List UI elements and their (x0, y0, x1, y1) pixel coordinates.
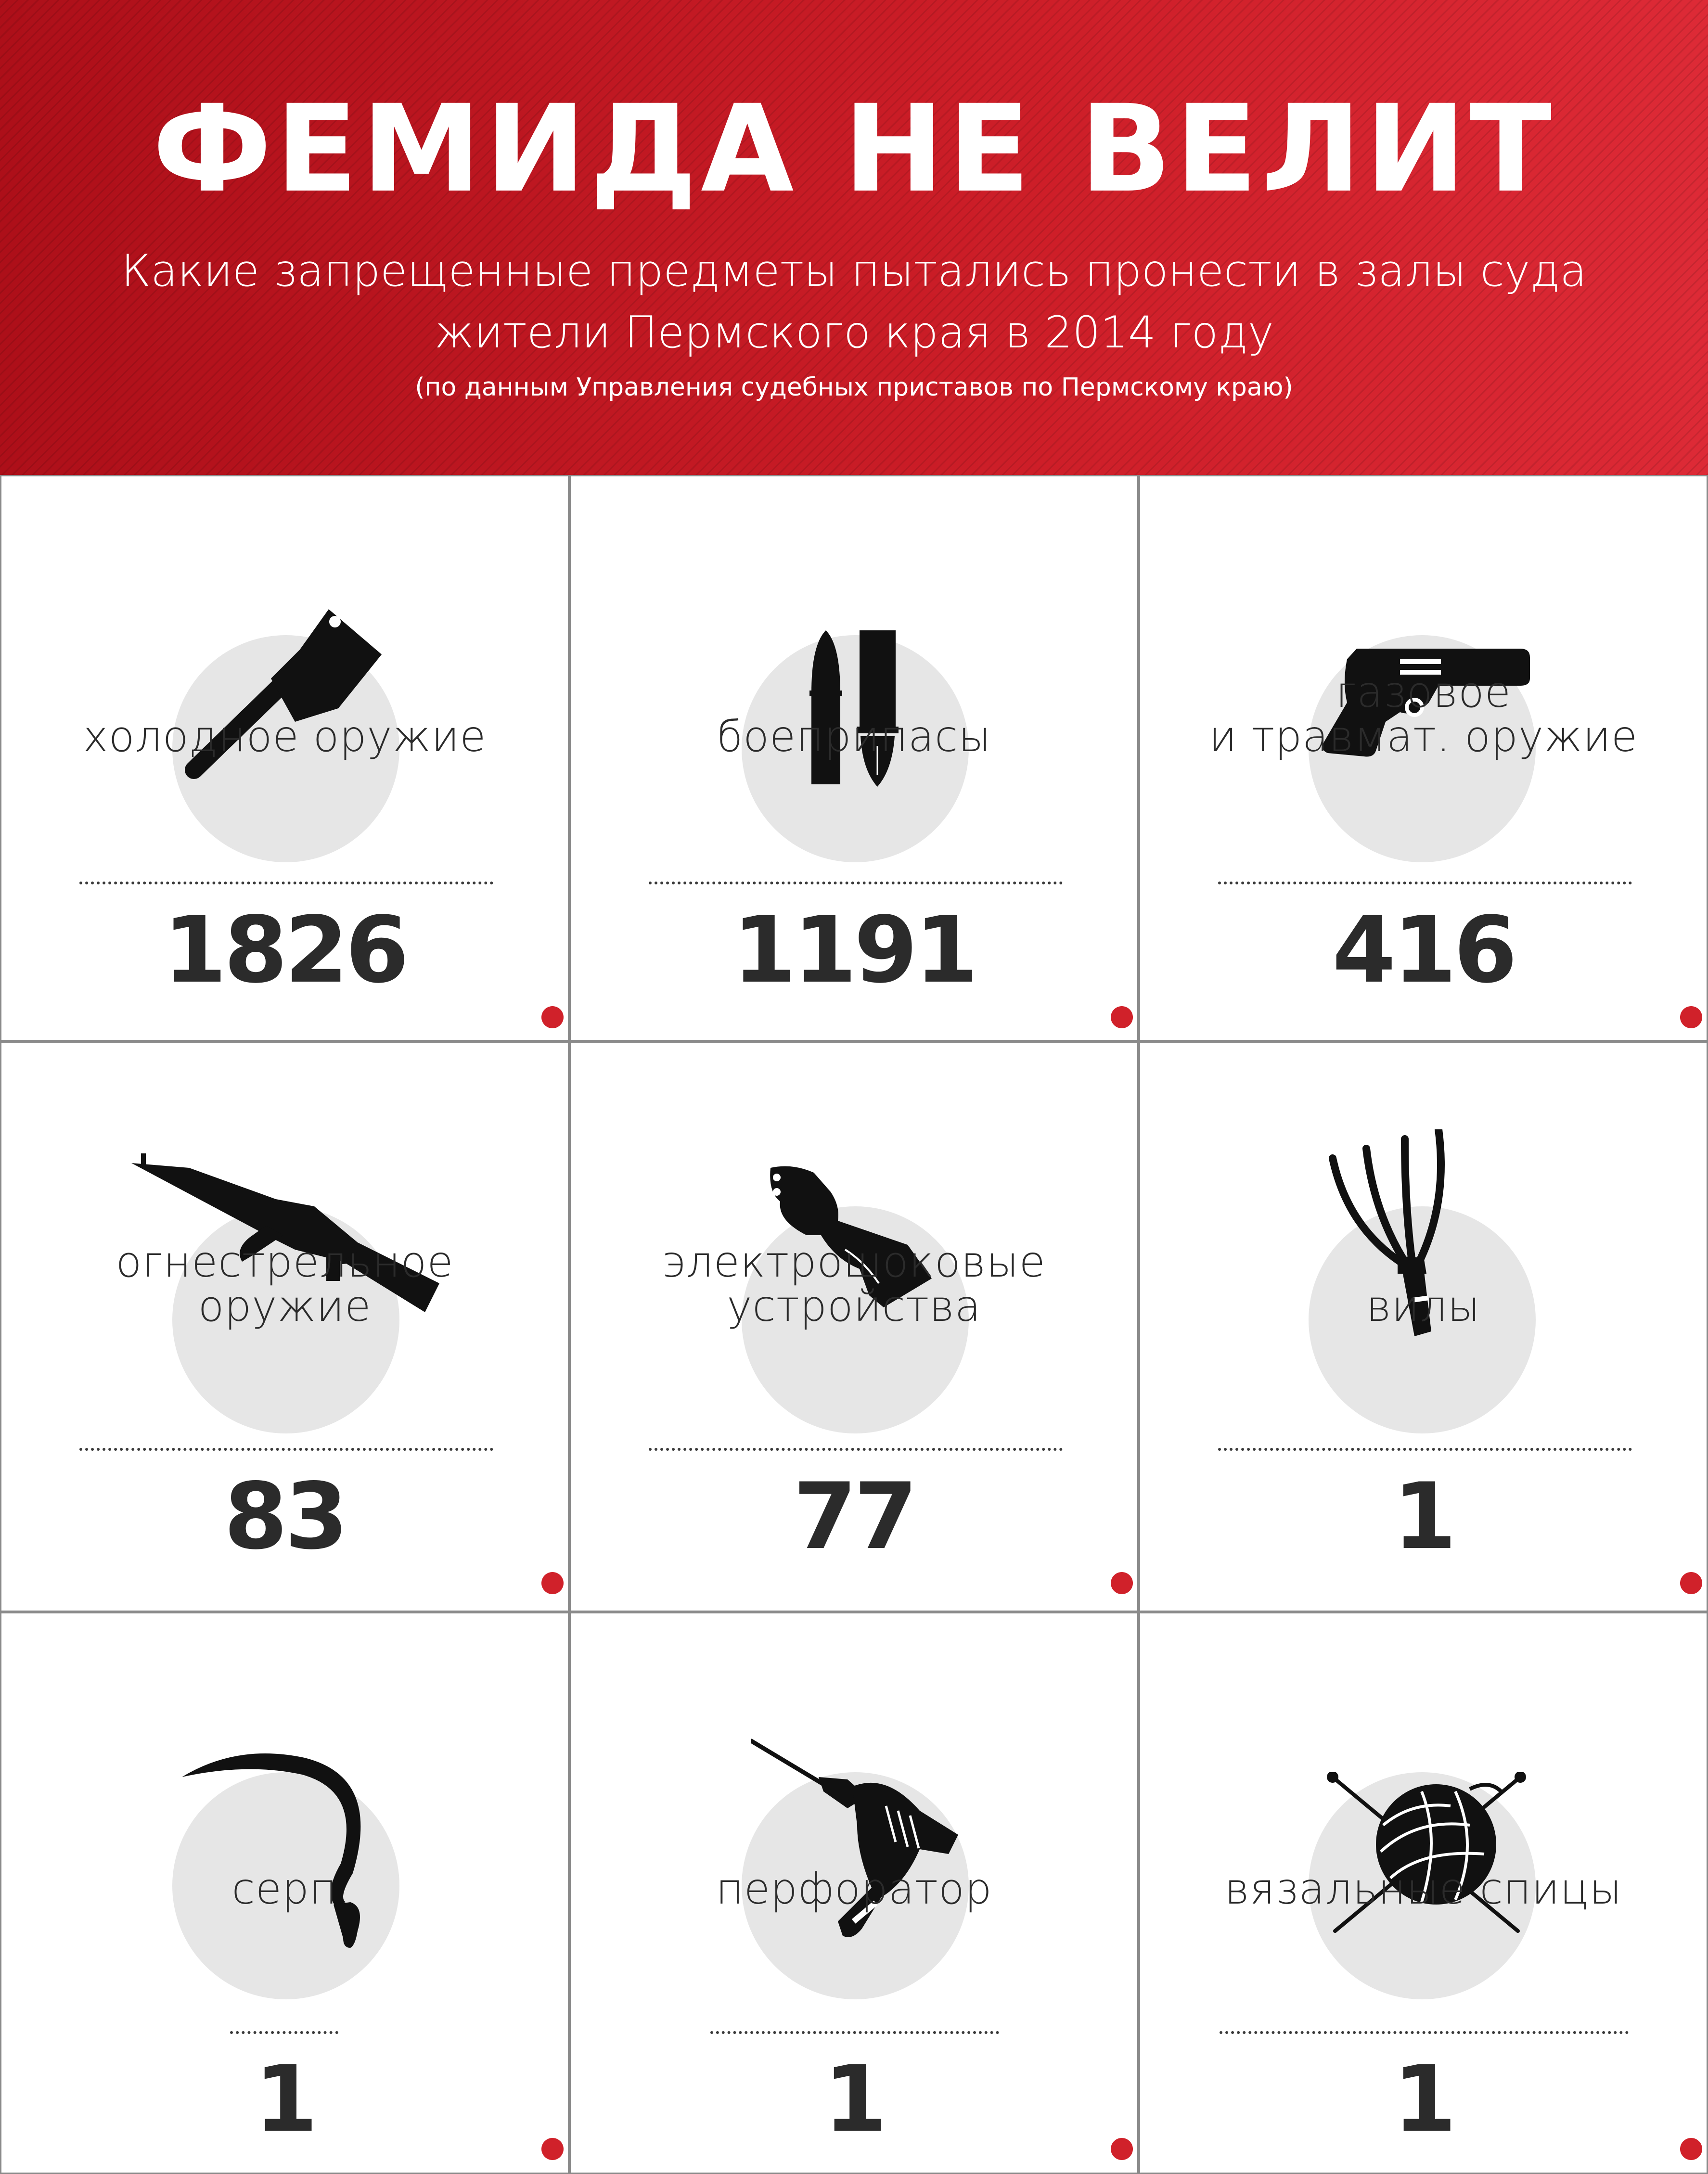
header-banner (0, 0, 1708, 475)
item-label-line: холодное оружие (83, 712, 487, 761)
item-label-line: оружие (198, 1281, 372, 1331)
item-label (1169, 1823, 1678, 1914)
item-card-cold-weapons (0, 475, 569, 1041)
dotted-separator (79, 882, 493, 884)
dotted-separator (649, 882, 1063, 884)
item-card-knitting-needles (1139, 1612, 1708, 2174)
item-label-line: вязальные спицы (1224, 1864, 1622, 1914)
item-count: 1 (254, 2046, 315, 2152)
dotted-separator (230, 2031, 338, 2034)
red-dot-marker (1680, 1572, 1702, 1594)
item-card-stun-devices (569, 1041, 1139, 1612)
item-label (30, 1823, 539, 1914)
page-subtitle (72, 241, 1636, 364)
item-count: 1 (823, 2046, 885, 2152)
item-count: 1826 (163, 897, 406, 1003)
red-dot-marker (1111, 1572, 1133, 1594)
item-card-gas-traumatic-weapons (1139, 475, 1708, 1041)
dotted-separator (1218, 882, 1632, 884)
item-card-ammunition (569, 475, 1139, 1041)
page-title: ФЕМИДА НЕ ВЕЛИТ (152, 79, 1556, 219)
item-label (30, 670, 539, 759)
item-label-line: перфоратор (716, 1864, 992, 1914)
item-card-sickle (0, 1612, 569, 2174)
item-label-line: устройства (727, 1281, 981, 1331)
item-label-line: боеприпасы (717, 712, 991, 761)
item-label (600, 670, 1108, 759)
items-grid (0, 475, 1708, 2174)
item-count: 1 (1393, 2046, 1454, 2152)
item-card-pitchfork (1139, 1041, 1708, 1612)
item-card-firearms (0, 1041, 569, 1612)
dotted-separator (1220, 2031, 1629, 2034)
item-label-line: газовое (1335, 667, 1512, 717)
item-label-line: вилы (1366, 1281, 1481, 1331)
item-count: 416 (1332, 897, 1515, 1003)
item-label-line: огнестрельное (116, 1237, 454, 1287)
red-dot-marker (1111, 2138, 1133, 2160)
dotted-separator (710, 2031, 999, 2034)
item-count: 77 (793, 1463, 915, 1570)
red-dot-marker (541, 2138, 564, 2160)
item-label (600, 1237, 1108, 1331)
item-count: 1 (1393, 1463, 1454, 1570)
item-count: 1191 (732, 897, 976, 1003)
item-count: 83 (224, 1463, 346, 1570)
source-note: (по данным Управления судебных приставов по Пермскому краю) (415, 373, 1293, 402)
item-label (1169, 667, 1678, 761)
item-label (600, 1823, 1108, 1914)
dotted-separator (79, 1448, 493, 1451)
item-label-line: серп (231, 1864, 338, 1914)
subtitle-line-2: жители Пермского края в 2014 году (434, 307, 1274, 358)
red-dot-marker (1111, 1006, 1133, 1028)
item-label (1169, 1240, 1678, 1329)
red-dot-marker (541, 1006, 564, 1028)
item-label (30, 1237, 539, 1331)
subtitle-line-1: Какие запрещенные предметы пытались пронести в залы суда (121, 246, 1587, 296)
item-label-line: и травмат. оружие (1209, 712, 1638, 761)
red-dot-marker (1680, 1006, 1702, 1028)
item-card-perforator (569, 1612, 1139, 2174)
dotted-separator (649, 1448, 1063, 1451)
dotted-separator (1218, 1448, 1632, 1451)
red-dot-marker (1680, 2138, 1702, 2160)
red-dot-marker (541, 1572, 564, 1594)
item-label-line: электрошоковые (662, 1237, 1046, 1287)
